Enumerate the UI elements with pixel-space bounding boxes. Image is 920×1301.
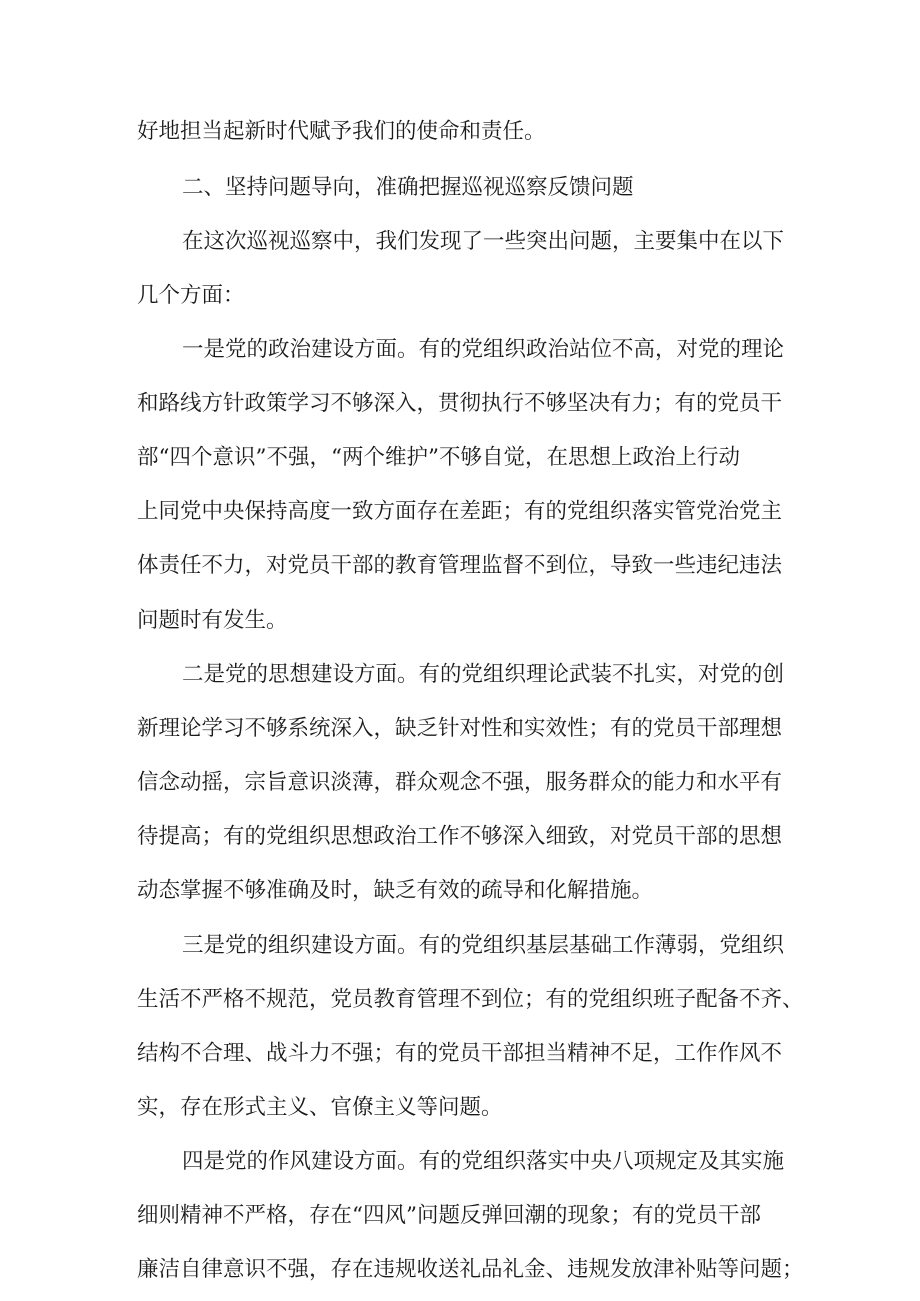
paragraph-line: 好地担当起新时代赋予我们的使命和责任。 [137, 119, 546, 144]
paragraph-line: 和路线方针政策学习不够深入，贯彻执行不够坚决有力；有的党员干 [137, 391, 783, 416]
paragraph-line: 部“四个意识”不强，“两个维护”不够自觉，在思想上政治上行动 [137, 445, 740, 470]
paragraph-line: 四是党的作风建设方面。有的党组织落实中央八项规定及其实施 [182, 1149, 785, 1174]
paragraph-line: 廉洁自律意识不强，存在违规收送礼品礼金、违规发放津补贴等问题； [137, 1257, 804, 1282]
paragraph-line: 三是党的组织建设方面。有的党组织基层基础工作薄弱，党组织 [182, 933, 785, 958]
paragraph-line: 上同党中央保持高度一致方面存在差距；有的党组织落实管党治党主 [137, 499, 783, 524]
paragraph-line: 几个方面： [137, 283, 245, 308]
paragraph-line: 细则精神不严格，存在“四风”问题反弹回潮的现象；有的党员干部 [137, 1203, 761, 1228]
paragraph-line: 待提高；有的党组织思想政治工作不够深入细致，对党员干部的思想 [137, 824, 783, 849]
paragraph-line: 体责任不力，对党员干部的教育管理监督不到位，导致一些违纪违法 [137, 553, 783, 578]
paragraph-line: 一是党的政治建设方面。有的党组织政治站位不高，对党的理论 [182, 337, 785, 362]
paragraph-line: 在这次巡视巡察中，我们发现了一些突出问题，主要集中在以下 [182, 229, 785, 254]
paragraph-line: 实，存在形式主义、官僚主义等问题。 [137, 1095, 503, 1120]
paragraph-line: 动态掌握不够准确及时，缺乏有效的疏导和化解措施。 [137, 878, 654, 903]
section-heading: 二、坚持问题导向，准确把握巡视巡察反馈问题 [182, 175, 634, 200]
paragraph-line: 新理论学习不够系统深入，缺乏针对性和实效性；有的党员干部理想 [137, 716, 783, 741]
paragraph-line: 结构不合理、战斗力不强；有的党员干部担当精神不足，工作作风不 [137, 1041, 783, 1066]
paragraph-line: 问题时有发生。 [137, 608, 288, 633]
paragraph-line: 信念动摇，宗旨意识淡薄，群众观念不强，服务群众的能力和水平有 [137, 770, 783, 795]
paragraph-line: 生活不严格不规范，党员教育管理不到位；有的党组织班子配备不齐、 [137, 987, 804, 1012]
paragraph-line: 二是党的思想建设方面。有的党组织理论武装不扎实，对党的创 [182, 662, 785, 687]
